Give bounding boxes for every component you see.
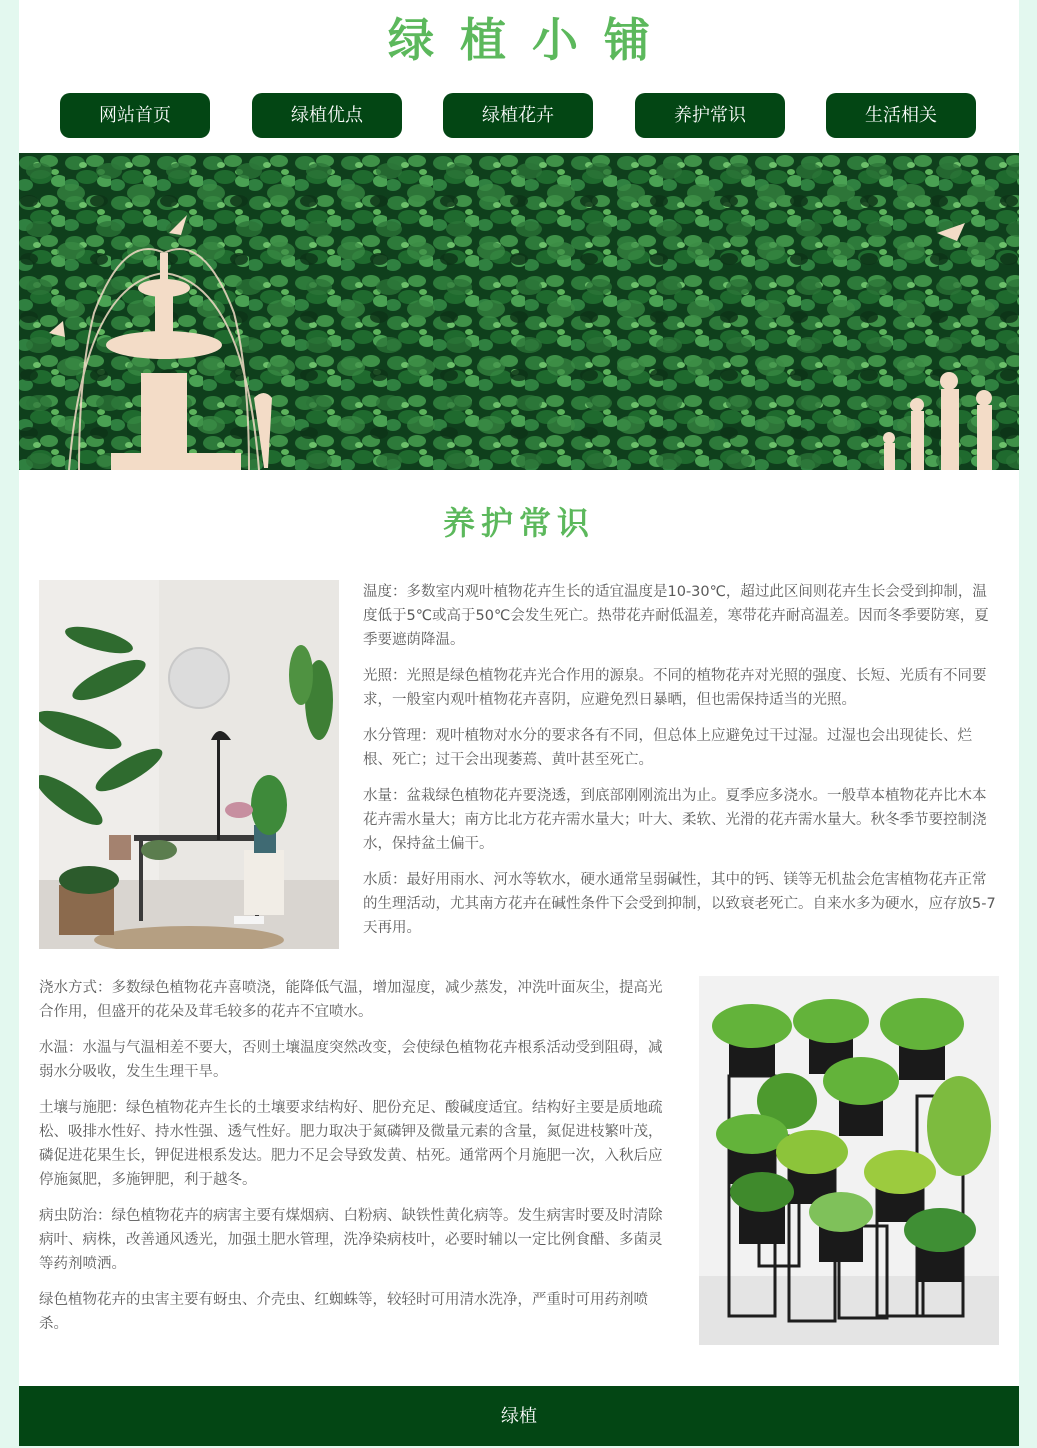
nav-life-button[interactable]: 生活相关 [826, 93, 976, 138]
tip-water-management: 水分管理：观叶植物对水分的要求各有不同，但总体上应避免过干过湿。过湿也会出现徒长、烂根、死亡；过干会出现萎蔫、黄叶甚至死亡。 [363, 728, 972, 768]
care-tips-block-1 [363, 580, 999, 952]
page-container [19, 0, 1019, 1446]
care-tips-block-2 [39, 976, 671, 1348]
nav-advantages-button[interactable]: 绿植优点 [252, 93, 402, 138]
tip-disease-control: 病虫防治：绿色植物花卉的病害主要有煤烟病、白粉病、缺铁性黄化病等。发生病害时要及时清除病叶、病株，改善通风透光，加强土肥水管理，洗净染病枝叶，必要时辅以一定比例食醋、多菌灵等药剂喷洒。 [39, 1208, 663, 1272]
tip-water-temperature: 水温：水温与气温相差不要大，否则土壤温度突然改变，会使绿色植物花卉根系活动受到阻碍，减弱水分吸收，发生生理干旱。 [39, 1040, 663, 1080]
hedge-banner-image [19, 153, 1019, 470]
hero-banner [19, 153, 1019, 470]
nav-plants-button[interactable]: 绿植花卉 [443, 93, 593, 138]
tip-pest-control: 绿色植物花卉的虫害主要有蚜虫、介壳虫、红蜘蛛等，较轻时可用清水洗净，严重时可用药剂喷杀。 [39, 1292, 648, 1332]
site-logo[interactable]: 绿植小铺 [388, 13, 676, 67]
plant-stand-image [699, 976, 999, 1345]
section-title: 养护常识 [442, 504, 595, 542]
tip-temperature: 温度：多数室内观叶植物花卉生长的适宜温度是10-30℃，超过此区间则花卉生长会受到抑制，温度低于5℃或高于50℃会发生死亡。热带花卉耐低温差，寒带花卉耐高温差。因而冬季要防寒，夏季要遮荫降温。 [363, 584, 989, 648]
tip-soil-fertilizer: 土壤与施肥：绿色植物花卉生长的土壤要求结构好、肥份充足、酸碱度适宜。结构好主要是质地疏松、吸排水性好、持水性强、透气性好。肥力取决于氮磷钾及微量元素的含量，氮促进枝繁叶茂，磷促进花果生长，钾促进根系发达。肥力不足会导致发黄、枯死。通常两个月施肥一次，入秋后应停施氮肥，多施钾肥，利于越冬。 [39, 1100, 663, 1188]
main-nav [19, 93, 1019, 139]
nav-care-button[interactable]: 养护常识 [635, 93, 785, 138]
tip-water-quality: 水质：最好用雨水、河水等软水，硬水通常呈弱碱性，其中的钙、镁等无机盐会危害植物花卉正常的生理活动，尤其南方花卉在碱性条件下会受到抑制，以致衰老死亡。自来水多为硬水，应存放5-7天再用。 [363, 872, 996, 936]
tip-water-amount: 水量：盆栽绿色植物花卉要浇透，到底部刚刚流出为止。夏季应多浇水。一般草本植物花卉比木本花卉需水量大；南方比北方花卉需水量大；叶大、柔软、光滑的花卉需水量大。秋冬季节要控制浇水，保持盆土偏干。 [363, 788, 987, 852]
nav-home-button[interactable]: 网站首页 [60, 93, 210, 138]
tip-light: 光照：光照是绿色植物花卉光合作用的源泉。不同的植物花卉对光照的强度、长短、光质有不同要求，一般室内观叶植物花卉喜阴，应避免烈日暴晒，但也需保持适当的光照。 [363, 668, 987, 708]
living-room-plants-image [39, 580, 339, 949]
site-footer: 绿植 [19, 1386, 1019, 1446]
tip-watering-method: 浇水方式：多数绿色植物花卉喜喷浇，能降低气温，增加湿度，减少蒸发，冲洗叶面灰尘，提高光合作用，但盛开的花朵及茸毛较多的花卉不宜喷水。 [39, 980, 663, 1020]
